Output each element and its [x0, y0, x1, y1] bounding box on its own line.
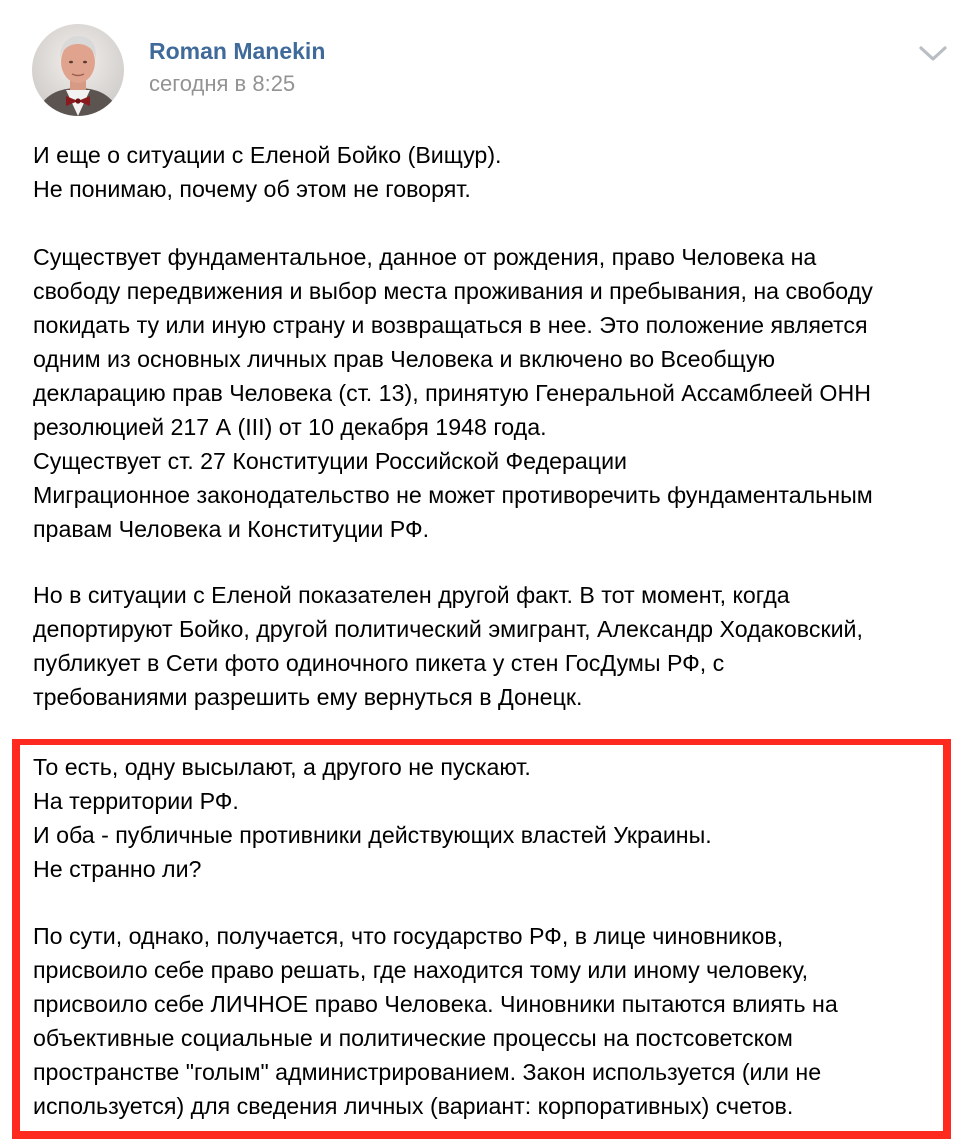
author-name-link[interactable]: Roman Manekin: [149, 38, 326, 64]
text-line: свободу передвижения и выбор места проживания и пребывания, на свободу: [33, 278, 873, 304]
text-line: Не понимаю, почему об этом не говорят.: [33, 176, 471, 202]
text-line: Миграционное законодательство не может противоречить фундаментальным: [33, 482, 873, 508]
post-text-intro: [33, 138, 948, 206]
post-text-question: [33, 750, 948, 886]
text-line: одним из основных личных прав Человека и включено во Всеобщую: [33, 346, 775, 372]
post-menu-button[interactable]: [917, 42, 949, 64]
text-line: Существует фундаментальное, данное от рождения, право Человека на: [33, 244, 817, 270]
text-line: пространстве "голым" администрированием. Закон используется (или не: [33, 1059, 822, 1085]
text-line: По сути, однако, получается, что государство РФ, в лице чиновников,: [33, 923, 784, 949]
text-line: используется) для сведения личных (вариант: корпоративных) счетов.: [33, 1093, 794, 1119]
text-line: И еще о ситуации с Еленой Бойко (Вищур).: [33, 142, 502, 168]
text-line: покидать ту или иную страну и возвращаться в нее. Это положение является: [33, 312, 868, 338]
text-line: присвоило себе право решать, где находится тому или иному человеку,: [33, 957, 809, 983]
text-line: декларацию прав Человека (ст. 13), принятую Генеральной Ассамблеей ОНН: [33, 380, 871, 406]
chevron-down-icon: [917, 42, 949, 64]
post-text-rights: [33, 240, 948, 546]
post-timestamp[interactable]: сегодня в 8:25: [149, 71, 296, 96]
text-line: Не странно ли?: [33, 856, 202, 882]
post-text-fact: [33, 578, 948, 714]
text-line: присвоило себе ЛИЧНОЕ право Человека. Чиновники пытаются влиять на: [33, 991, 838, 1017]
text-line: депортируют Бойко, другой политический эмигрант, Александр Ходаковский,: [33, 616, 863, 642]
post-text-conclusion: [33, 919, 948, 1123]
text-line: Существует ст. 27 Конституции Российской Федерации: [33, 448, 627, 474]
text-line: И оба - публичные противники действующих властей Украины.: [33, 822, 712, 848]
text-line: правам Человека и Конституции РФ.: [33, 516, 430, 542]
text-line: публикует в Сети фото одиночного пикета у стен ГосДумы РФ, с: [33, 650, 725, 676]
text-line: требованиями разрешить ему вернуться в Донецк.: [33, 684, 583, 710]
text-line: резолюцией 217 А (III) от 10 декабря 1948 года.: [33, 414, 547, 440]
text-line: Но в ситуации с Еленой показателен другой факт. В тот момент, когда: [33, 582, 790, 608]
author-avatar[interactable]: [32, 24, 124, 116]
text-line: На территории РФ.: [33, 788, 239, 814]
text-line: объективные социальные и политические процессы на постсоветском: [33, 1025, 793, 1051]
person-photo-icon: [32, 24, 124, 116]
text-line: То есть, одну высылают, а другого не пускают.: [33, 754, 531, 780]
